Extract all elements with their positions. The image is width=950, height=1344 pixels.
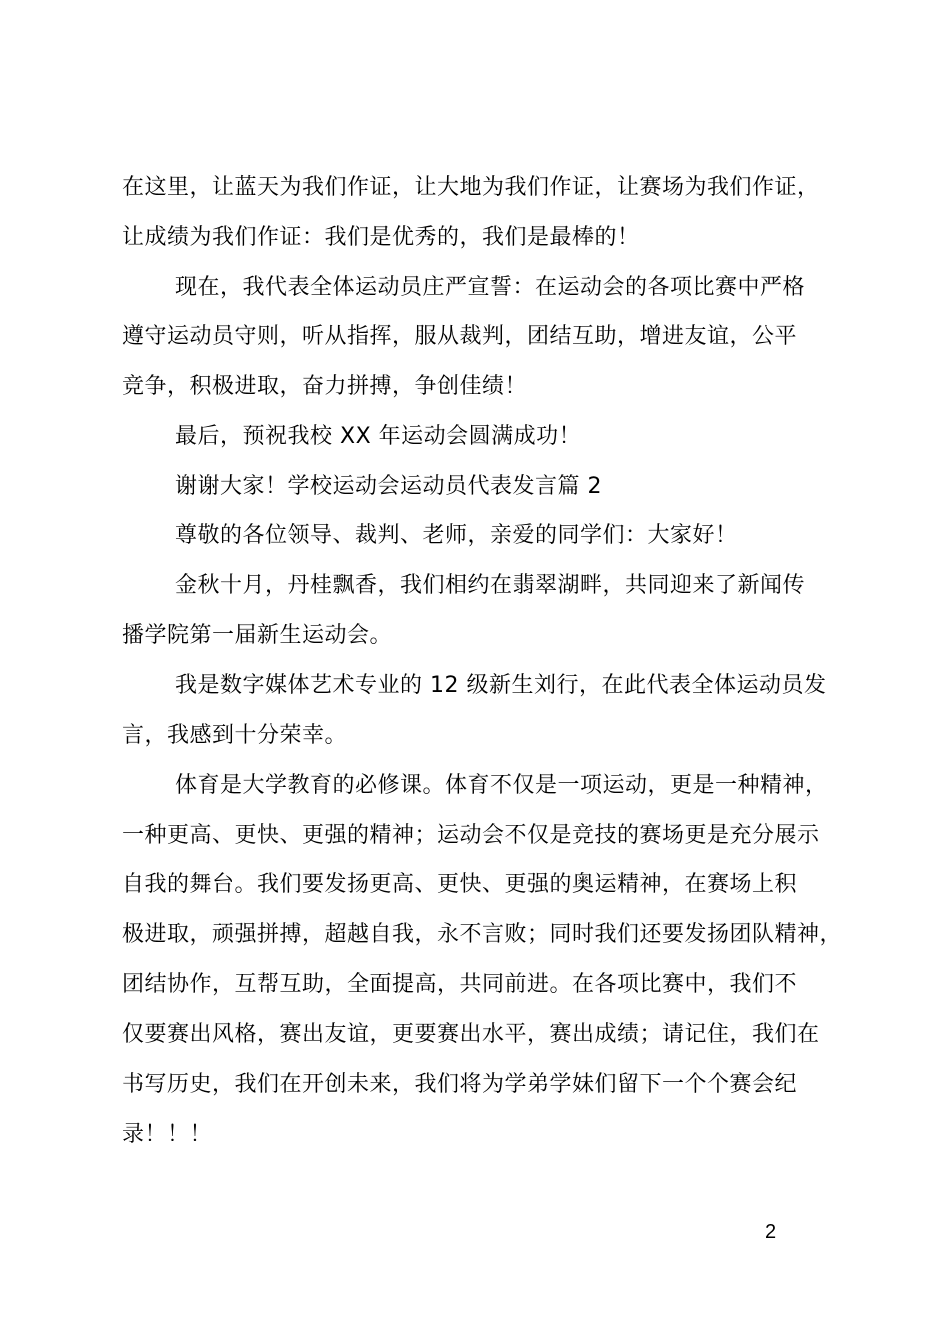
- text-line: 竞争，积极进取，奋力拼搏，争创佳绩！: [122, 374, 528, 399]
- text-line: 书写历史，我们在开创未来，我们将为学弟学妹们留下一个个赛会纪: [122, 1072, 798, 1097]
- text-line: 现在，我代表全体运动员庄严宣誓：在运动会的各项比赛中严格: [175, 275, 806, 300]
- text-line: 让成绩为我们作证：我们是优秀的，我们是最棒的！: [122, 225, 640, 250]
- text-line: 体育是大学教育的必修课。体育不仅是一项运动，更是一种精神，: [175, 773, 828, 798]
- text-line: 我是数字媒体艺术专业的 12 级新生刘行，在此代表全体运动员发: [175, 673, 827, 698]
- text-line: 尊敬的各位领导、裁判、老师，亲爱的同学们：大家好！: [175, 523, 738, 548]
- text-line: 播学院第一届新生运动会。: [122, 623, 393, 648]
- text-line: 最后，预祝我校 XX 年运动会圆满成功！: [175, 424, 582, 449]
- text-line: 一种更高、更快、更强的精神；运动会不仅是竞技的赛场更是充分展示: [122, 823, 820, 848]
- text-line: 仅要赛出风格，赛出友谊，更要赛出水平，赛出成绩；请记住，我们在: [122, 1022, 820, 1047]
- text-line: 团结协作，互帮互助，全面提高，共同前进。在各项比赛中，我们不: [122, 972, 798, 997]
- page-number: 2: [765, 1221, 777, 1243]
- text-line: 言，我感到十分荣幸。: [122, 723, 348, 748]
- text-line: 金秋十月，丹桂飘香，我们相约在翡翠湖畔，共同迎来了新闻传: [175, 573, 806, 598]
- text-line: 录！！！: [122, 1122, 213, 1147]
- text-line: 谢谢大家！学校运动会运动员代表发言篇 2: [175, 474, 602, 499]
- text-line: 极进取，顽强拼搏，超越自我，永不言败；同时我们还要发扬团队精神，: [122, 922, 843, 947]
- text-line: 遵守运动员守则，听从指挥，服从裁判，团结互助，增进友谊，公平: [122, 324, 798, 349]
- text-line: 自我的舞台。我们要发扬更高、更快、更强的奥运精神，在赛场上积: [122, 872, 798, 897]
- text-line: 在这里，让蓝天为我们作证，让大地为我们作证，让赛场为我们作证，: [122, 175, 820, 200]
